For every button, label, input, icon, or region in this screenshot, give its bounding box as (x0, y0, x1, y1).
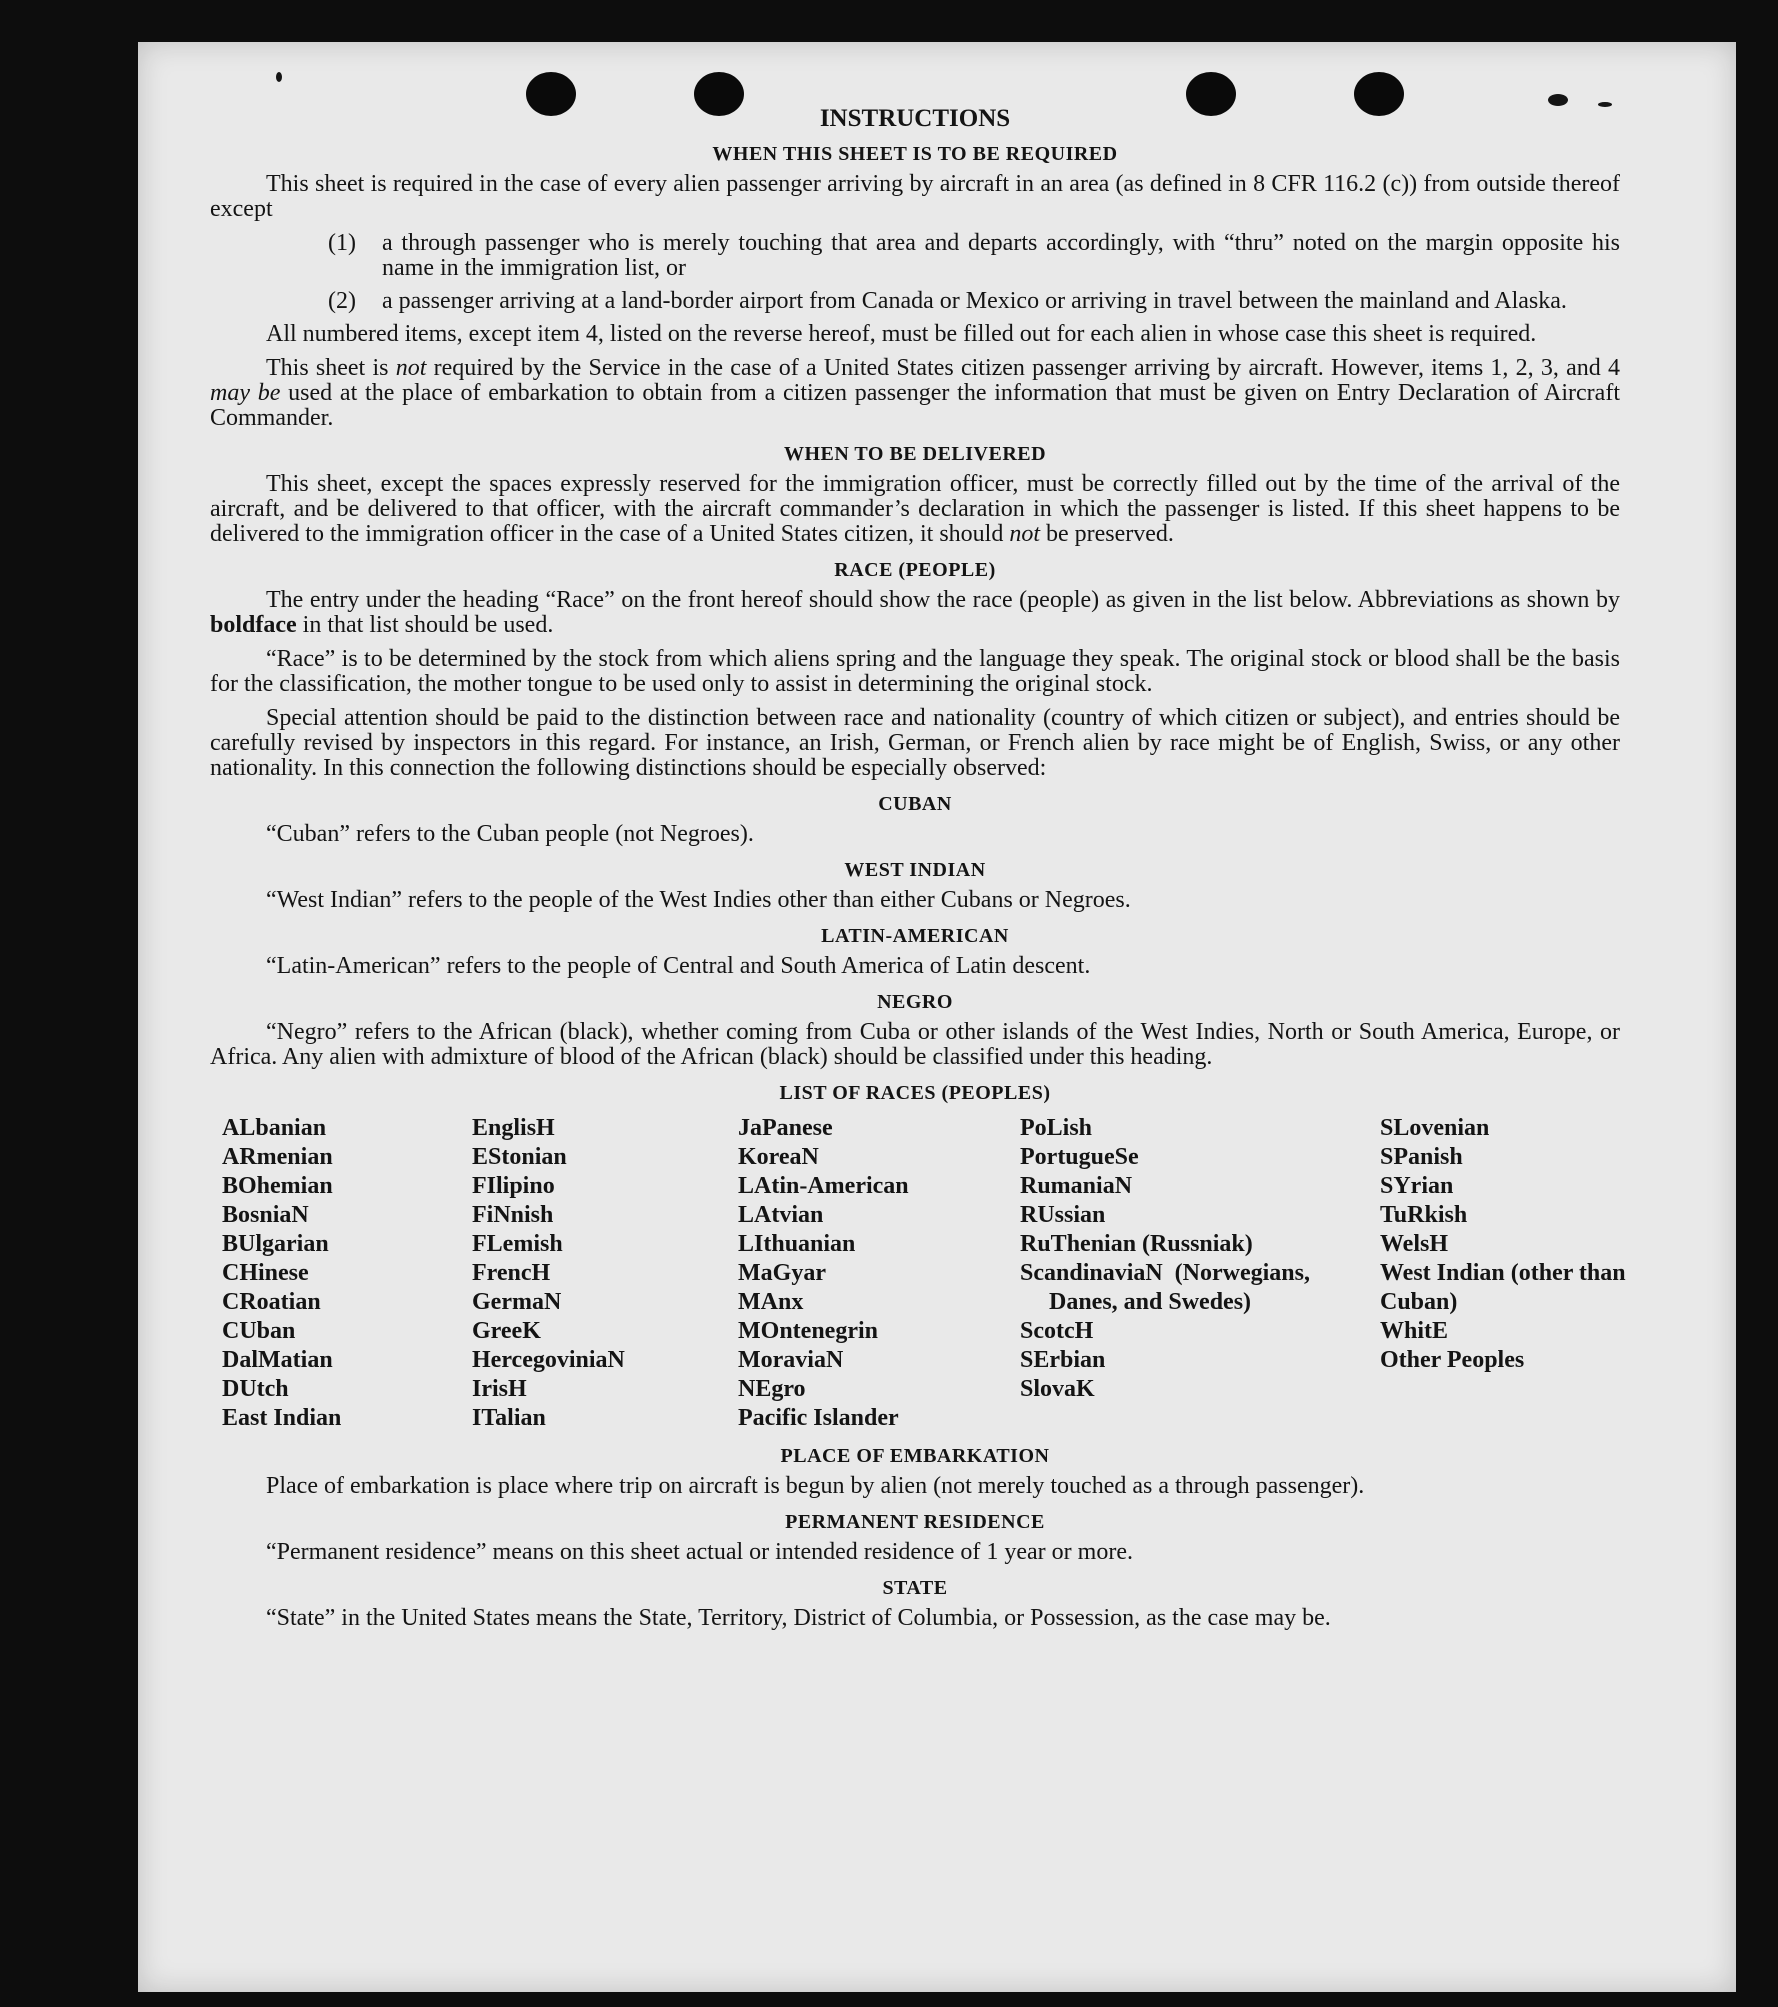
race-entry: FIlipino (472, 1173, 555, 1199)
race-entry: SErbian (1020, 1347, 1106, 1373)
race-entry: ScandinaviaN (Norwegians, Danes, and Swedes) (1020, 1260, 1310, 1315)
race-column (1020, 1114, 1310, 1433)
race-entry: IrisH (472, 1376, 527, 1402)
race-column (1380, 1114, 1630, 1433)
ink-speck (276, 72, 282, 82)
race-entry: LAtin-American (738, 1173, 909, 1199)
race-entry: FrencH (472, 1260, 551, 1286)
document-page (138, 42, 1736, 1992)
section-heading-residence: PERMANENT RESIDENCE (785, 1511, 1045, 1533)
race-entry: NEgro (738, 1376, 806, 1402)
race-entry: BUlgarian (222, 1231, 329, 1257)
race-entry: KoreaN (738, 1144, 819, 1170)
race-entry: FiNnish (472, 1202, 554, 1228)
race-entry: Pacific Islander (738, 1405, 899, 1431)
section-heading-state: STATE (882, 1577, 948, 1599)
exception-text: a passenger arriving at a land-border airport from Canada or Mexico or arriving in travel between the mainland and Alaska. (382, 288, 1567, 314)
residence-definition: “Permanent residence” means on this sheet actual or intended residence of 1 year or more. (266, 1539, 1133, 1565)
race-entry: GermaN (472, 1289, 562, 1315)
race-list-heading: LIST OF RACES (PEOPLES) (779, 1082, 1051, 1104)
exception-item (328, 231, 1620, 281)
section-heading-embarkation: PLACE OF EMBARKATION (780, 1445, 1050, 1467)
west-indian-definition: “West Indian” refers to the people of the West Indies other than either Cubans or Negroes. (266, 887, 1131, 913)
race-entry: RumaniaN (1020, 1173, 1133, 1199)
race-entry: SYrian (1380, 1173, 1454, 1199)
exception-number: (2) (328, 288, 356, 314)
race-entry: SLovenian (1380, 1115, 1490, 1141)
race-entry: BOhemian (222, 1173, 333, 1199)
exception-item (328, 289, 1620, 314)
race-entry: ScotcH (1020, 1318, 1094, 1344)
state-definition: “State” in the United States means the State, Territory, District of Columbia, or Possession, as the case may be. (266, 1605, 1331, 1631)
required-intro: This sheet is required in the case of every alien passenger arriving by aircraft in an area (as defined in 8 CFR 116.2 (c)) from outside thereof except (210, 171, 1620, 222)
race-entry: BosniaN (222, 1202, 309, 1228)
race-entry: LIthuanian (738, 1231, 856, 1257)
race-entry: LAtvian (738, 1202, 824, 1228)
race-entry: DalMatian (222, 1347, 333, 1373)
section-heading-race: RACE (PEOPLE) (834, 559, 996, 581)
section-heading-negro: NEGRO (877, 991, 953, 1013)
ink-speck (1548, 94, 1568, 106)
citizen-para: This sheet is not required by the Service in the case of a United States citizen passenger arriving by aircraft. However, items 1, 2, 3, and 4 may be used at the place of embarkation to obtain from a citizen passenger the information that must be given on Entry Declaration of Aircraft Commander. (210, 355, 1620, 431)
race-entry: WhitE (1380, 1318, 1449, 1344)
race-entry: PortugueSe (1020, 1144, 1139, 1170)
race-entry: PoLish (1020, 1115, 1093, 1141)
race-entry: SPanish (1380, 1144, 1463, 1170)
race-para: “Race” is to be determined by the stock from which aliens spring and the language they speak. The original stock or blood shall be the basis for the classification, the mother tongue to be used only to assist in determining the original stock. (210, 646, 1620, 697)
race-entry: East Indian (222, 1405, 342, 1431)
section-heading-west-indian: WEST INDIAN (844, 859, 986, 881)
race-entry: TuRkish (1380, 1202, 1468, 1228)
negro-definition: “Negro” refers to the African (black), whether coming from Cuba or other islands of the West Indies, North or South America, Europe, or Africa. Any alien with admixture of blood of the African (black) should be classified under this heading. (210, 1019, 1620, 1070)
race-para: The entry under the heading “Race” on the front hereof should show the race (people) as given in the list below. Abbreviations as shown by boldface in that list should be used. (210, 587, 1620, 638)
section-heading-delivered: WHEN TO BE DELIVERED (783, 443, 1047, 465)
section-heading-cuban: CUBAN (878, 793, 952, 815)
race-entry: RuThenian (Russniak) (1020, 1231, 1253, 1257)
latin-american-definition: “Latin-American” refers to the people of Central and South America of Latin descent. (266, 953, 1091, 979)
race-para: Special attention should be paid to the distinction between race and nationality (country of which citizen or subject), and entries should be carefully revised by inspectors in this regard. For instance, an Irish, German, or French alien by race might be of English, Swiss, or any other nationality. In this connection the following distinctions should be especially observed: (210, 705, 1620, 781)
embarkation-definition: Place of embarkation is place where trip on aircraft is begun by alien (not merely touched as a through passenger). (266, 1473, 1365, 1499)
cuban-definition: “Cuban” refers to the Cuban people (not Negroes). (266, 821, 754, 847)
race-list (222, 1114, 1626, 1433)
race-entry: DUtch (222, 1376, 289, 1402)
exception-number: (1) (328, 230, 356, 256)
race-entry: MOntenegrin (738, 1318, 878, 1344)
race-entry: WelsH (1380, 1231, 1449, 1257)
race-entry: FLemish (472, 1231, 563, 1257)
race-entry: ITalian (472, 1405, 546, 1431)
race-entry: HercegoviniaN (472, 1347, 625, 1373)
exception-text: a through passenger who is merely touching that area and departs accordingly, with “thru” noted on the margin opposite his name in the immigration list, or (382, 230, 1620, 281)
delivered-para: This sheet, except the spaces expressly reserved for the immigration officer, must be correctly filled out by the time of the arrival of the aircraft, and be delivered to that officer, with the aircraft commander’s declaration in which the passenger is listed. If this sheet happens to be delivered to the immigration officer in the case of a United States citizen, it should not be preserved. (210, 471, 1620, 547)
required-para: All numbered items, except item 4, listed on the reverse hereof, must be filled out for each alien in whose case this sheet is required. (266, 321, 1537, 347)
section-heading-required: WHEN THIS SHEET IS TO BE REQUIRED (712, 143, 1118, 165)
race-entry: ARmenian (222, 1144, 333, 1170)
race-entry: MoraviaN (738, 1347, 844, 1373)
race-entry: CHinese (222, 1260, 309, 1286)
section-heading-latin-american: LATIN-AMERICAN (821, 925, 1009, 947)
race-entry: SlovaK (1020, 1376, 1095, 1402)
race-entry: CUban (222, 1318, 296, 1344)
page-title: INSTRUCTIONS (819, 105, 1011, 132)
race-entry: ALbanian (222, 1115, 327, 1141)
race-entry: Other Peoples (1380, 1347, 1525, 1373)
race-entry: CRoatian (222, 1289, 321, 1315)
race-column (738, 1114, 1020, 1433)
race-entry: GreeK (472, 1318, 541, 1344)
race-entry: MAnx (738, 1289, 804, 1315)
race-entry: EnglisH (472, 1115, 555, 1141)
race-entry: West Indian (other than Cuban) (1380, 1260, 1626, 1315)
race-column (472, 1114, 738, 1433)
race-entry: RUssian (1020, 1202, 1106, 1228)
race-column (222, 1114, 472, 1433)
race-entry: MaGyar (738, 1260, 826, 1286)
race-entry: EStonian (472, 1144, 567, 1170)
race-entry: JaPanese (738, 1115, 833, 1141)
instructions-content (210, 105, 1626, 1640)
